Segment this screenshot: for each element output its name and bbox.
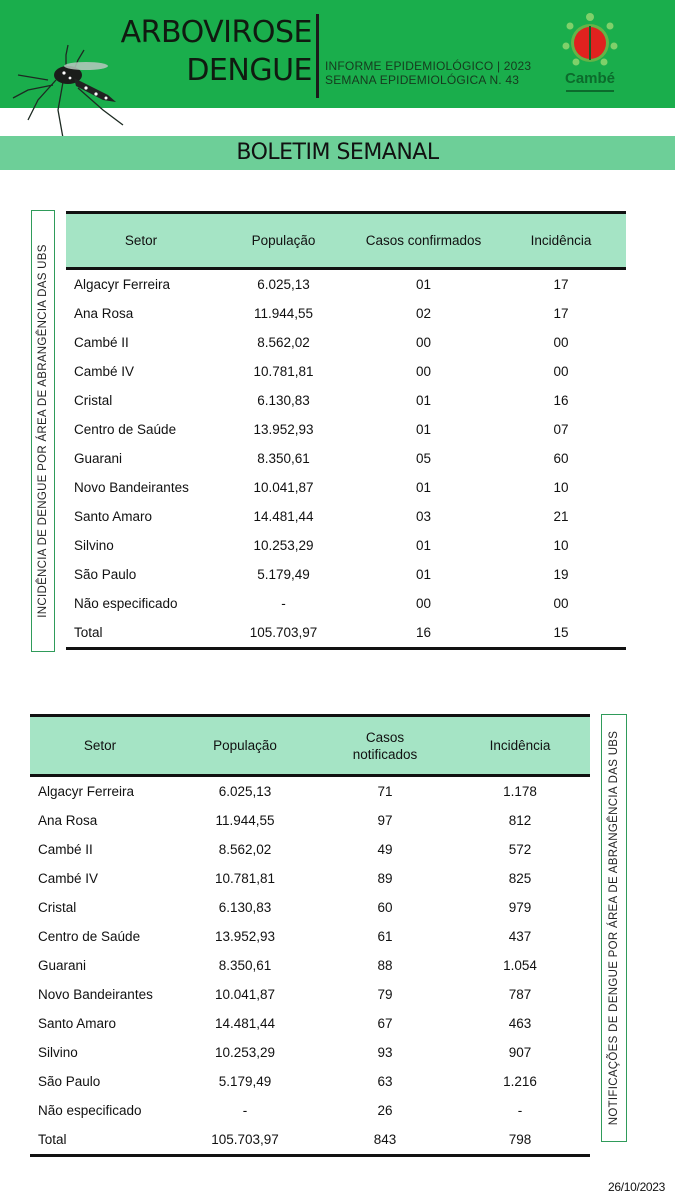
col-header-setor: Setor bbox=[30, 716, 170, 776]
cell-incidencia: 60 bbox=[553, 451, 569, 466]
table-row bbox=[30, 1096, 590, 1125]
cambe-emblem-icon bbox=[560, 12, 620, 70]
cell-populacao: 5.179,49 bbox=[218, 1074, 272, 1089]
table2-side-label-text: NOTIFICAÇÕES DE DENGUE POR ÁREA DE ABRANGÊNCIA DAS UBS bbox=[608, 730, 620, 1126]
cell-populacao: 6.130,83 bbox=[257, 393, 310, 408]
cell-populacao: 14.481,44 bbox=[214, 1016, 276, 1031]
table-row bbox=[30, 1009, 590, 1038]
cell-casos: 67 bbox=[377, 1016, 393, 1031]
cell-setor: São Paulo bbox=[38, 1074, 101, 1089]
logo-tagline-bar bbox=[566, 90, 614, 92]
report-info bbox=[325, 59, 531, 87]
cell-casos: 01 bbox=[415, 567, 432, 582]
cell-casos: 89 bbox=[377, 871, 393, 886]
cell-setor: Guarani bbox=[38, 958, 87, 973]
cell-casos: 79 bbox=[377, 987, 393, 1002]
cell-casos: 05 bbox=[415, 451, 432, 466]
cell-populacao: - bbox=[281, 596, 286, 611]
col-header-incidencia: Incidência bbox=[450, 716, 590, 776]
cell-populacao: 13.952,93 bbox=[214, 929, 276, 944]
cell-incidencia: 572 bbox=[508, 842, 532, 857]
cell-incidencia: 787 bbox=[508, 987, 532, 1002]
cell-casos: 97 bbox=[377, 813, 393, 828]
table-row bbox=[30, 806, 590, 835]
cell-incidencia: 10 bbox=[553, 538, 569, 553]
table-row bbox=[30, 1038, 590, 1067]
cell-populacao: 10.041,87 bbox=[214, 987, 276, 1002]
banner-title: BOLETIM SEMANAL bbox=[236, 140, 439, 165]
cell-setor: Silvino bbox=[38, 1045, 78, 1060]
cell-casos: 03 bbox=[415, 509, 432, 524]
cell-incidencia: 812 bbox=[508, 813, 532, 828]
cell-populacao: 6.025,13 bbox=[257, 277, 310, 292]
cell-populacao: 10.253,29 bbox=[214, 1045, 276, 1060]
table-row bbox=[66, 589, 626, 618]
cell-incidencia: 19 bbox=[553, 567, 569, 582]
cell-incidencia: 907 bbox=[508, 1045, 532, 1060]
cell-casos: 26 bbox=[377, 1103, 393, 1118]
cell-setor: Cambé IV bbox=[38, 871, 99, 886]
cell-incidencia: 1.054 bbox=[503, 958, 537, 973]
table-row bbox=[66, 299, 626, 328]
table-row bbox=[30, 922, 590, 951]
table-row bbox=[30, 835, 590, 864]
cell-populacao: 11.944,55 bbox=[253, 306, 314, 321]
cell-setor: Novo Bandeirantes bbox=[38, 987, 153, 1002]
cell-casos: 02 bbox=[415, 306, 432, 321]
table1-side-label-text: INCIDÊNCIA DE DENGUE POR ÁREA DE ABRANGÊNCIA DAS UBS bbox=[37, 244, 49, 618]
cell-populacao: 13.952,93 bbox=[253, 422, 314, 437]
cell-populacao: 11.944,55 bbox=[215, 813, 275, 828]
table-row bbox=[66, 473, 626, 502]
title-line-2: DENGUE bbox=[186, 53, 312, 88]
table-row bbox=[66, 444, 626, 473]
cell-setor: Total bbox=[74, 625, 103, 640]
cell-casos: 00 bbox=[415, 364, 432, 379]
cell-setor: Guarani bbox=[74, 451, 123, 466]
col-header-casos: Casos confirmados bbox=[351, 213, 496, 269]
cell-setor: Cambé II bbox=[74, 335, 129, 350]
cell-populacao: 14.481,44 bbox=[253, 509, 314, 524]
cell-setor: Silvino bbox=[74, 538, 114, 553]
table-row bbox=[66, 269, 626, 300]
cell-setor: São Paulo bbox=[74, 567, 137, 582]
cell-casos: 49 bbox=[377, 842, 393, 857]
table-row bbox=[66, 502, 626, 531]
cell-incidencia: 00 bbox=[553, 596, 569, 611]
cell-casos: 61 bbox=[377, 929, 393, 944]
cell-incidencia: 825 bbox=[508, 871, 532, 886]
col-header-setor: Setor bbox=[66, 213, 216, 269]
cell-casos: 93 bbox=[377, 1045, 393, 1060]
table-row bbox=[30, 1067, 590, 1096]
table-header-row bbox=[30, 716, 590, 776]
cell-populacao: 10.781,81 bbox=[214, 871, 276, 886]
cell-incidencia: 798 bbox=[508, 1132, 532, 1147]
cell-setor: Cristal bbox=[74, 393, 113, 408]
cell-populacao: 8.562,02 bbox=[257, 335, 310, 350]
cell-populacao: 10.781,81 bbox=[253, 364, 314, 379]
incidence-confirmed-table bbox=[66, 211, 626, 650]
cell-setor: Ana Rosa bbox=[74, 306, 134, 321]
cell-casos: 63 bbox=[377, 1074, 393, 1089]
cell-incidencia: - bbox=[517, 1103, 523, 1118]
table1-side-label bbox=[31, 210, 55, 652]
cell-setor: Santo Amaro bbox=[74, 509, 153, 524]
table-row bbox=[30, 893, 590, 922]
table-row bbox=[30, 864, 590, 893]
table-row bbox=[66, 328, 626, 357]
cell-incidencia: 10 bbox=[553, 480, 569, 495]
cell-incidencia: 1.216 bbox=[503, 1074, 537, 1089]
cell-casos: 71 bbox=[377, 784, 393, 799]
cell-setor: Cristal bbox=[38, 900, 77, 915]
cell-casos: 60 bbox=[377, 900, 393, 915]
cell-incidencia: 17 bbox=[553, 277, 569, 292]
col-header-populacao: População bbox=[216, 213, 351, 269]
cell-casos: 843 bbox=[373, 1132, 397, 1147]
cell-setor: Total bbox=[38, 1132, 67, 1147]
cell-setor: Centro de Saúde bbox=[74, 422, 177, 437]
cell-incidencia: 21 bbox=[553, 509, 569, 524]
cell-incidencia: 463 bbox=[508, 1016, 532, 1031]
semana-line: SEMANA EPIDEMIOLÓGICA N. 43 bbox=[325, 73, 520, 87]
cell-incidencia: 16 bbox=[553, 393, 569, 408]
cell-incidencia: 15 bbox=[553, 625, 569, 640]
cell-populacao: 105.703,97 bbox=[249, 625, 318, 640]
col-header-populacao: População bbox=[170, 716, 320, 776]
cell-populacao: 105.703,97 bbox=[211, 1132, 279, 1147]
informe-line: INFORME EPIDEMIOLÓGICO | 2023 bbox=[325, 59, 532, 73]
table-row bbox=[66, 386, 626, 415]
table-row bbox=[66, 357, 626, 386]
cell-setor: Algacyr Ferreira bbox=[38, 784, 135, 799]
report-date: 26/10/2023 bbox=[608, 1180, 666, 1194]
cambe-logo bbox=[560, 12, 620, 94]
cell-casos: 88 bbox=[377, 958, 393, 973]
cell-incidencia: 17 bbox=[553, 306, 569, 321]
col-header-casos-text: Casos notificados bbox=[352, 729, 418, 762]
table-row bbox=[66, 415, 626, 444]
header-bar bbox=[0, 0, 675, 108]
cell-populacao: 8.350,61 bbox=[218, 958, 272, 973]
cell-populacao: 6.130,83 bbox=[218, 900, 272, 915]
cell-incidencia: 979 bbox=[508, 900, 532, 915]
table-row bbox=[66, 560, 626, 589]
table-total-row bbox=[66, 618, 626, 649]
cell-incidencia: 1.178 bbox=[503, 784, 537, 799]
cell-populacao: 8.562,02 bbox=[218, 842, 272, 857]
cell-populacao: - bbox=[242, 1103, 248, 1118]
title-line-1: ARBOVIROSE bbox=[120, 15, 312, 50]
cell-casos: 01 bbox=[415, 422, 432, 437]
cell-populacao: 6.025,13 bbox=[218, 784, 272, 799]
cell-casos: 01 bbox=[415, 480, 432, 495]
cell-incidencia: 437 bbox=[508, 929, 532, 944]
table-total-row bbox=[30, 1125, 590, 1156]
logo-name: Cambé bbox=[564, 70, 616, 87]
col-header-casos bbox=[320, 716, 450, 776]
table2-side-label bbox=[601, 714, 627, 1142]
cell-casos: 01 bbox=[415, 277, 432, 292]
cell-casos: 16 bbox=[415, 625, 432, 640]
col-header-incidencia: Incidência bbox=[496, 213, 626, 269]
cell-incidencia: 00 bbox=[553, 335, 569, 350]
table-row bbox=[30, 980, 590, 1009]
cell-setor: Centro de Saúde bbox=[38, 929, 141, 944]
report-title bbox=[100, 14, 312, 90]
cell-setor: Cambé II bbox=[38, 842, 93, 857]
cell-setor: Ana Rosa bbox=[38, 813, 98, 828]
cell-casos: 00 bbox=[415, 596, 432, 611]
title-divider bbox=[316, 14, 319, 98]
cell-populacao: 10.253,29 bbox=[253, 538, 314, 553]
cell-setor: Não especificado bbox=[74, 596, 178, 611]
cell-casos: 00 bbox=[415, 335, 432, 350]
cell-setor: Cambé IV bbox=[74, 364, 135, 379]
cell-casos: 01 bbox=[415, 393, 432, 408]
cell-populacao: 5.179,49 bbox=[257, 567, 310, 582]
notifications-table bbox=[30, 714, 590, 1157]
table-row bbox=[66, 531, 626, 560]
cell-incidencia: 00 bbox=[553, 364, 569, 379]
cell-setor: Não especificado bbox=[38, 1103, 142, 1118]
cell-incidencia: 07 bbox=[553, 422, 569, 437]
cell-populacao: 8.350,61 bbox=[257, 451, 310, 466]
section-banner bbox=[0, 136, 675, 170]
cell-setor: Novo Bandeirantes bbox=[74, 480, 189, 495]
table-row bbox=[30, 776, 590, 807]
cell-setor: Algacyr Ferreira bbox=[74, 277, 171, 292]
cell-casos: 01 bbox=[415, 538, 432, 553]
table-header-row bbox=[66, 213, 626, 269]
cell-populacao: 10.041,87 bbox=[253, 480, 314, 495]
table-row bbox=[30, 951, 590, 980]
cell-setor: Santo Amaro bbox=[38, 1016, 117, 1031]
